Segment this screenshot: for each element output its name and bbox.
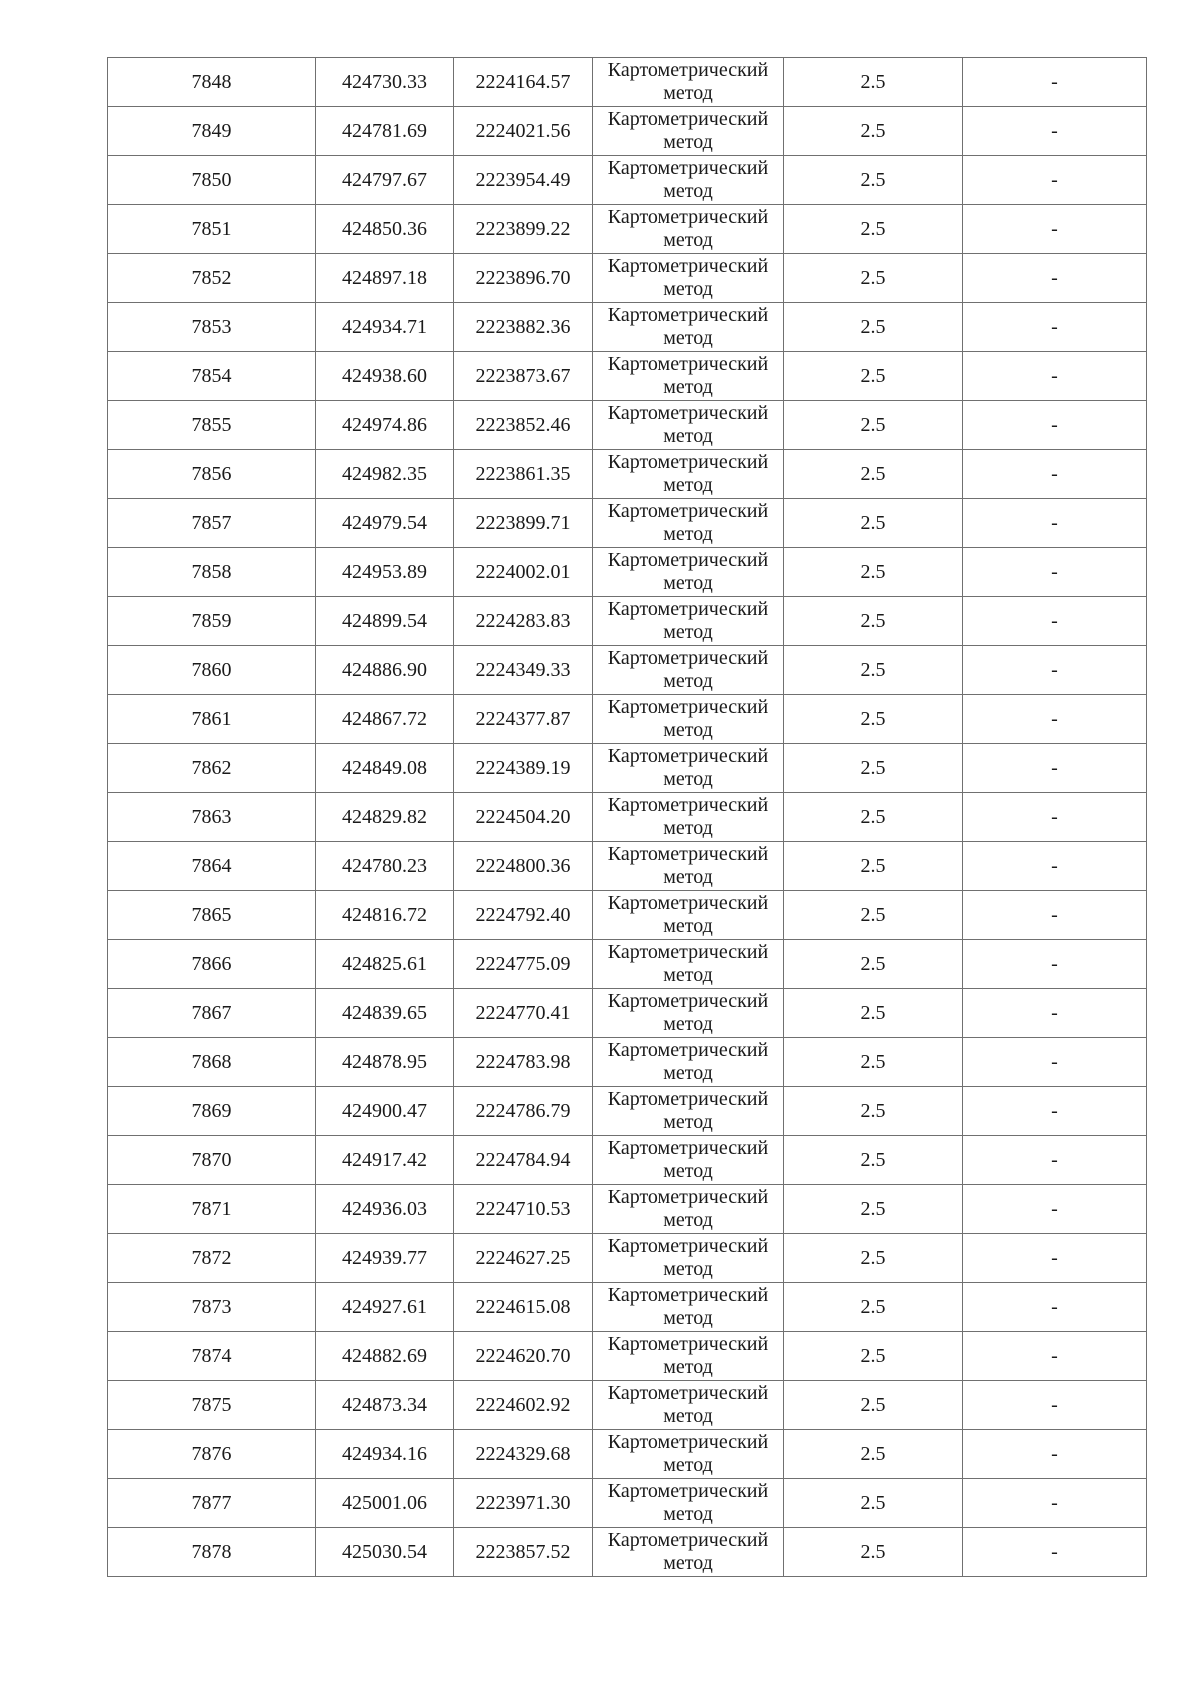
point-number-cell: 7860 (108, 646, 316, 695)
method-text-line1: Картометрический (607, 1137, 769, 1159)
precision-cell: 2.5 (784, 744, 963, 793)
table-row (108, 205, 1147, 254)
table-body (108, 58, 1147, 1577)
method-cell (593, 989, 784, 1038)
y-coordinate-cell: 2223873.67 (454, 352, 593, 401)
method-text-line2: метод (663, 1258, 713, 1280)
x-coordinate-cell: 424878.95 (316, 1038, 454, 1087)
precision-cell: 2.5 (784, 842, 963, 891)
y-coordinate-cell: 2224784.94 (454, 1136, 593, 1185)
x-coordinate-cell: 424934.16 (316, 1430, 454, 1479)
method-text-line2: метод (663, 229, 713, 251)
y-coordinate-cell: 2224710.53 (454, 1185, 593, 1234)
y-coordinate-cell: 2223882.36 (454, 303, 593, 352)
note-cell: - (963, 891, 1147, 940)
table-row (108, 744, 1147, 793)
x-coordinate-cell: 424936.03 (316, 1185, 454, 1234)
table-row (108, 1038, 1147, 1087)
x-coordinate-cell: 424781.69 (316, 107, 454, 156)
method-text-line2: метод (663, 915, 713, 937)
method-text-line1: Картометрический (607, 108, 769, 130)
precision-cell: 2.5 (784, 989, 963, 1038)
precision-cell: 2.5 (784, 254, 963, 303)
table-row (108, 1479, 1147, 1528)
method-text-line1: Картометрический (607, 1186, 769, 1208)
point-number-cell: 7861 (108, 695, 316, 744)
method-text-line2: метод (663, 1160, 713, 1182)
method-cell (593, 891, 784, 940)
method-text-line1: Картометрический (607, 941, 769, 963)
note-cell: - (963, 1332, 1147, 1381)
precision-cell: 2.5 (784, 646, 963, 695)
table-row (108, 450, 1147, 499)
precision-cell: 2.5 (784, 1136, 963, 1185)
x-coordinate-cell: 424882.69 (316, 1332, 454, 1381)
y-coordinate-cell: 2224620.70 (454, 1332, 593, 1381)
precision-cell: 2.5 (784, 1528, 963, 1577)
y-coordinate-cell: 2223852.46 (454, 401, 593, 450)
note-cell: - (963, 1479, 1147, 1528)
y-coordinate-cell: 2224602.92 (454, 1381, 593, 1430)
method-text-line1: Картометрический (607, 1333, 769, 1355)
method-text-line1: Картометрический (607, 598, 769, 620)
x-coordinate-cell: 424953.89 (316, 548, 454, 597)
method-cell (593, 1136, 784, 1185)
method-text-line2: метод (663, 180, 713, 202)
precision-cell: 2.5 (784, 695, 963, 744)
point-number-cell: 7869 (108, 1087, 316, 1136)
note-cell: - (963, 1087, 1147, 1136)
point-number-cell: 7857 (108, 499, 316, 548)
note-cell: - (963, 107, 1147, 156)
point-number-cell: 7865 (108, 891, 316, 940)
table-row (108, 1430, 1147, 1479)
x-coordinate-cell: 424886.90 (316, 646, 454, 695)
precision-cell: 2.5 (784, 107, 963, 156)
table-row (108, 107, 1147, 156)
method-cell (593, 1332, 784, 1381)
precision-cell: 2.5 (784, 1430, 963, 1479)
y-coordinate-cell: 2224349.33 (454, 646, 593, 695)
method-text-line1: Картометрический (607, 990, 769, 1012)
method-text-line2: метод (663, 1356, 713, 1378)
x-coordinate-cell: 424974.86 (316, 401, 454, 450)
method-cell (593, 597, 784, 646)
method-text-line1: Картометрический (607, 745, 769, 767)
x-coordinate-cell: 424797.67 (316, 156, 454, 205)
note-cell: - (963, 793, 1147, 842)
method-cell (593, 107, 784, 156)
method-text-line1: Картометрический (607, 1382, 769, 1404)
method-text-line1: Картометрический (607, 1039, 769, 1061)
y-coordinate-cell: 2223857.52 (454, 1528, 593, 1577)
point-number-cell: 7862 (108, 744, 316, 793)
method-text-line2: метод (663, 572, 713, 594)
point-number-cell: 7858 (108, 548, 316, 597)
x-coordinate-cell: 425001.06 (316, 1479, 454, 1528)
method-text-line1: Картометрический (607, 500, 769, 522)
x-coordinate-cell: 424900.47 (316, 1087, 454, 1136)
method-text-line1: Картометрический (607, 647, 769, 669)
method-text-line2: метод (663, 278, 713, 300)
method-text-line2: метод (663, 376, 713, 398)
precision-cell: 2.5 (784, 58, 963, 107)
method-cell (593, 254, 784, 303)
method-text-line2: метод (663, 768, 713, 790)
table-row (108, 793, 1147, 842)
method-text-line2: метод (663, 327, 713, 349)
x-coordinate-cell: 424979.54 (316, 499, 454, 548)
method-cell (593, 695, 784, 744)
note-cell: - (963, 842, 1147, 891)
precision-cell: 2.5 (784, 1185, 963, 1234)
method-text-line2: метод (663, 1503, 713, 1525)
method-text-line2: метод (663, 1552, 713, 1574)
method-text-line2: метод (663, 131, 713, 153)
note-cell: - (963, 597, 1147, 646)
table-row (108, 58, 1147, 107)
x-coordinate-cell: 424829.82 (316, 793, 454, 842)
table-row (108, 646, 1147, 695)
table-row (108, 597, 1147, 646)
note-cell: - (963, 646, 1147, 695)
y-coordinate-cell: 2223896.70 (454, 254, 593, 303)
x-coordinate-cell: 424934.71 (316, 303, 454, 352)
y-coordinate-cell: 2223861.35 (454, 450, 593, 499)
method-text-line1: Картометрический (607, 1235, 769, 1257)
table-row (108, 548, 1147, 597)
note-cell: - (963, 303, 1147, 352)
note-cell: - (963, 989, 1147, 1038)
method-text-line1: Картометрический (607, 1284, 769, 1306)
x-coordinate-cell: 424849.08 (316, 744, 454, 793)
note-cell: - (963, 499, 1147, 548)
point-number-cell: 7848 (108, 58, 316, 107)
method-cell (593, 940, 784, 989)
point-number-cell: 7855 (108, 401, 316, 450)
method-text-line1: Картометрический (607, 402, 769, 424)
y-coordinate-cell: 2224786.79 (454, 1087, 593, 1136)
x-coordinate-cell: 424899.54 (316, 597, 454, 646)
x-coordinate-cell: 424927.61 (316, 1283, 454, 1332)
table-row (108, 401, 1147, 450)
note-cell: - (963, 156, 1147, 205)
table-row (108, 1185, 1147, 1234)
method-text-line1: Картометрический (607, 353, 769, 375)
note-cell: - (963, 205, 1147, 254)
note-cell: - (963, 401, 1147, 450)
y-coordinate-cell: 2224002.01 (454, 548, 593, 597)
precision-cell: 2.5 (784, 597, 963, 646)
x-coordinate-cell: 424825.61 (316, 940, 454, 989)
point-number-cell: 7864 (108, 842, 316, 891)
method-text-line1: Картометрический (607, 451, 769, 473)
precision-cell: 2.5 (784, 352, 963, 401)
method-text-line1: Картометрический (607, 1431, 769, 1453)
note-cell: - (963, 58, 1147, 107)
precision-cell: 2.5 (784, 499, 963, 548)
note-cell: - (963, 254, 1147, 303)
document-page (107, 57, 1146, 1577)
note-cell: - (963, 744, 1147, 793)
method-text-line2: метод (663, 670, 713, 692)
y-coordinate-cell: 2224775.09 (454, 940, 593, 989)
x-coordinate-cell: 424939.77 (316, 1234, 454, 1283)
method-text-line2: метод (663, 621, 713, 643)
y-coordinate-cell: 2223899.22 (454, 205, 593, 254)
y-coordinate-cell: 2224377.87 (454, 695, 593, 744)
method-cell (593, 842, 784, 891)
x-coordinate-cell: 424730.33 (316, 58, 454, 107)
y-coordinate-cell: 2224770.41 (454, 989, 593, 1038)
table-row (108, 842, 1147, 891)
point-number-cell: 7853 (108, 303, 316, 352)
point-number-cell: 7851 (108, 205, 316, 254)
y-coordinate-cell: 2224615.08 (454, 1283, 593, 1332)
precision-cell: 2.5 (784, 303, 963, 352)
note-cell: - (963, 1381, 1147, 1430)
method-cell (593, 744, 784, 793)
precision-cell: 2.5 (784, 1332, 963, 1381)
table-row (108, 1381, 1147, 1430)
point-number-cell: 7850 (108, 156, 316, 205)
note-cell: - (963, 352, 1147, 401)
method-text-line1: Картометрический (607, 255, 769, 277)
method-cell (593, 1479, 784, 1528)
method-text-line1: Картометрический (607, 794, 769, 816)
method-text-line1: Картометрический (607, 892, 769, 914)
method-cell (593, 1430, 784, 1479)
table-row (108, 1528, 1147, 1577)
point-number-cell: 7867 (108, 989, 316, 1038)
note-cell: - (963, 1234, 1147, 1283)
y-coordinate-cell: 2223954.49 (454, 156, 593, 205)
method-text-line2: метод (663, 719, 713, 741)
note-cell: - (963, 1283, 1147, 1332)
precision-cell: 2.5 (784, 1479, 963, 1528)
note-cell: - (963, 548, 1147, 597)
y-coordinate-cell: 2224800.36 (454, 842, 593, 891)
point-number-cell: 7854 (108, 352, 316, 401)
method-text-line2: метод (663, 1062, 713, 1084)
table-row (108, 940, 1147, 989)
method-cell (593, 793, 784, 842)
method-text-line1: Картометрический (607, 1480, 769, 1502)
method-text-line1: Картометрический (607, 549, 769, 571)
precision-cell: 2.5 (784, 793, 963, 842)
precision-cell: 2.5 (784, 940, 963, 989)
precision-cell: 2.5 (784, 1038, 963, 1087)
method-text-line2: метод (663, 523, 713, 545)
note-cell: - (963, 1185, 1147, 1234)
x-coordinate-cell: 424839.65 (316, 989, 454, 1038)
method-text-line2: метод (663, 82, 713, 104)
method-text-line1: Картометрический (607, 157, 769, 179)
method-text-line1: Картометрический (607, 304, 769, 326)
table-row (108, 989, 1147, 1038)
x-coordinate-cell: 424897.18 (316, 254, 454, 303)
point-number-cell: 7873 (108, 1283, 316, 1332)
precision-cell: 2.5 (784, 156, 963, 205)
precision-cell: 2.5 (784, 1234, 963, 1283)
note-cell: - (963, 695, 1147, 744)
x-coordinate-cell: 424873.34 (316, 1381, 454, 1430)
note-cell: - (963, 1038, 1147, 1087)
table-row (108, 254, 1147, 303)
y-coordinate-cell: 2224329.68 (454, 1430, 593, 1479)
method-text-line2: метод (663, 817, 713, 839)
precision-cell: 2.5 (784, 450, 963, 499)
method-cell (593, 58, 784, 107)
point-number-cell: 7870 (108, 1136, 316, 1185)
table-row (108, 156, 1147, 205)
precision-cell: 2.5 (784, 1381, 963, 1430)
method-cell (593, 1185, 784, 1234)
table-row (108, 1136, 1147, 1185)
method-cell (593, 450, 784, 499)
method-cell (593, 1087, 784, 1136)
method-cell (593, 499, 784, 548)
method-text-line2: метод (663, 1307, 713, 1329)
method-cell (593, 1283, 784, 1332)
y-coordinate-cell: 2224792.40 (454, 891, 593, 940)
point-number-cell: 7876 (108, 1430, 316, 1479)
method-cell (593, 401, 784, 450)
method-text-line2: метод (663, 964, 713, 986)
method-cell (593, 303, 784, 352)
point-number-cell: 7849 (108, 107, 316, 156)
note-cell: - (963, 1430, 1147, 1479)
x-coordinate-cell: 425030.54 (316, 1528, 454, 1577)
y-coordinate-cell: 2224164.57 (454, 58, 593, 107)
point-number-cell: 7877 (108, 1479, 316, 1528)
point-number-cell: 7874 (108, 1332, 316, 1381)
table-row (108, 1332, 1147, 1381)
table-row (108, 891, 1147, 940)
y-coordinate-cell: 2223971.30 (454, 1479, 593, 1528)
table-row (108, 352, 1147, 401)
point-number-cell: 7871 (108, 1185, 316, 1234)
point-number-cell: 7859 (108, 597, 316, 646)
method-cell (593, 1381, 784, 1430)
method-cell (593, 156, 784, 205)
point-number-cell: 7852 (108, 254, 316, 303)
method-text-line2: метод (663, 1454, 713, 1476)
point-number-cell: 7878 (108, 1528, 316, 1577)
method-text-line1: Картометрический (607, 1529, 769, 1551)
x-coordinate-cell: 424982.35 (316, 450, 454, 499)
method-text-line2: метод (663, 1405, 713, 1427)
point-number-cell: 7866 (108, 940, 316, 989)
method-cell (593, 1528, 784, 1577)
method-text-line1: Картометрический (607, 59, 769, 81)
method-cell (593, 1234, 784, 1283)
y-coordinate-cell: 2224389.19 (454, 744, 593, 793)
y-coordinate-cell: 2224283.83 (454, 597, 593, 646)
method-text-line1: Картометрический (607, 696, 769, 718)
method-text-line2: метод (663, 1209, 713, 1231)
table-row (108, 1283, 1147, 1332)
y-coordinate-cell: 2224021.56 (454, 107, 593, 156)
y-coordinate-cell: 2224783.98 (454, 1038, 593, 1087)
table-row (108, 1234, 1147, 1283)
table-row (108, 303, 1147, 352)
method-text-line2: метод (663, 866, 713, 888)
method-text-line2: метод (663, 474, 713, 496)
method-cell (593, 205, 784, 254)
method-text-line1: Картометрический (607, 206, 769, 228)
precision-cell: 2.5 (784, 1283, 963, 1332)
x-coordinate-cell: 424816.72 (316, 891, 454, 940)
x-coordinate-cell: 424867.72 (316, 695, 454, 744)
note-cell: - (963, 940, 1147, 989)
table-row (108, 1087, 1147, 1136)
point-number-cell: 7875 (108, 1381, 316, 1430)
method-cell (593, 1038, 784, 1087)
point-number-cell: 7856 (108, 450, 316, 499)
method-text-line2: метод (663, 1013, 713, 1035)
table-row (108, 499, 1147, 548)
precision-cell: 2.5 (784, 548, 963, 597)
point-number-cell: 7868 (108, 1038, 316, 1087)
precision-cell: 2.5 (784, 891, 963, 940)
x-coordinate-cell: 424938.60 (316, 352, 454, 401)
note-cell: - (963, 1136, 1147, 1185)
note-cell: - (963, 1528, 1147, 1577)
method-text-line2: метод (663, 1111, 713, 1133)
method-cell (593, 548, 784, 597)
y-coordinate-cell: 2223899.71 (454, 499, 593, 548)
method-cell (593, 352, 784, 401)
precision-cell: 2.5 (784, 401, 963, 450)
coordinates-table (107, 57, 1147, 1577)
method-text-line1: Картометрический (607, 1088, 769, 1110)
point-number-cell: 7872 (108, 1234, 316, 1283)
x-coordinate-cell: 424850.36 (316, 205, 454, 254)
x-coordinate-cell: 424780.23 (316, 842, 454, 891)
method-text-line2: метод (663, 425, 713, 447)
y-coordinate-cell: 2224504.20 (454, 793, 593, 842)
y-coordinate-cell: 2224627.25 (454, 1234, 593, 1283)
precision-cell: 2.5 (784, 205, 963, 254)
point-number-cell: 7863 (108, 793, 316, 842)
precision-cell: 2.5 (784, 1087, 963, 1136)
note-cell: - (963, 450, 1147, 499)
method-cell (593, 646, 784, 695)
method-text-line1: Картометрический (607, 843, 769, 865)
table-row (108, 695, 1147, 744)
x-coordinate-cell: 424917.42 (316, 1136, 454, 1185)
